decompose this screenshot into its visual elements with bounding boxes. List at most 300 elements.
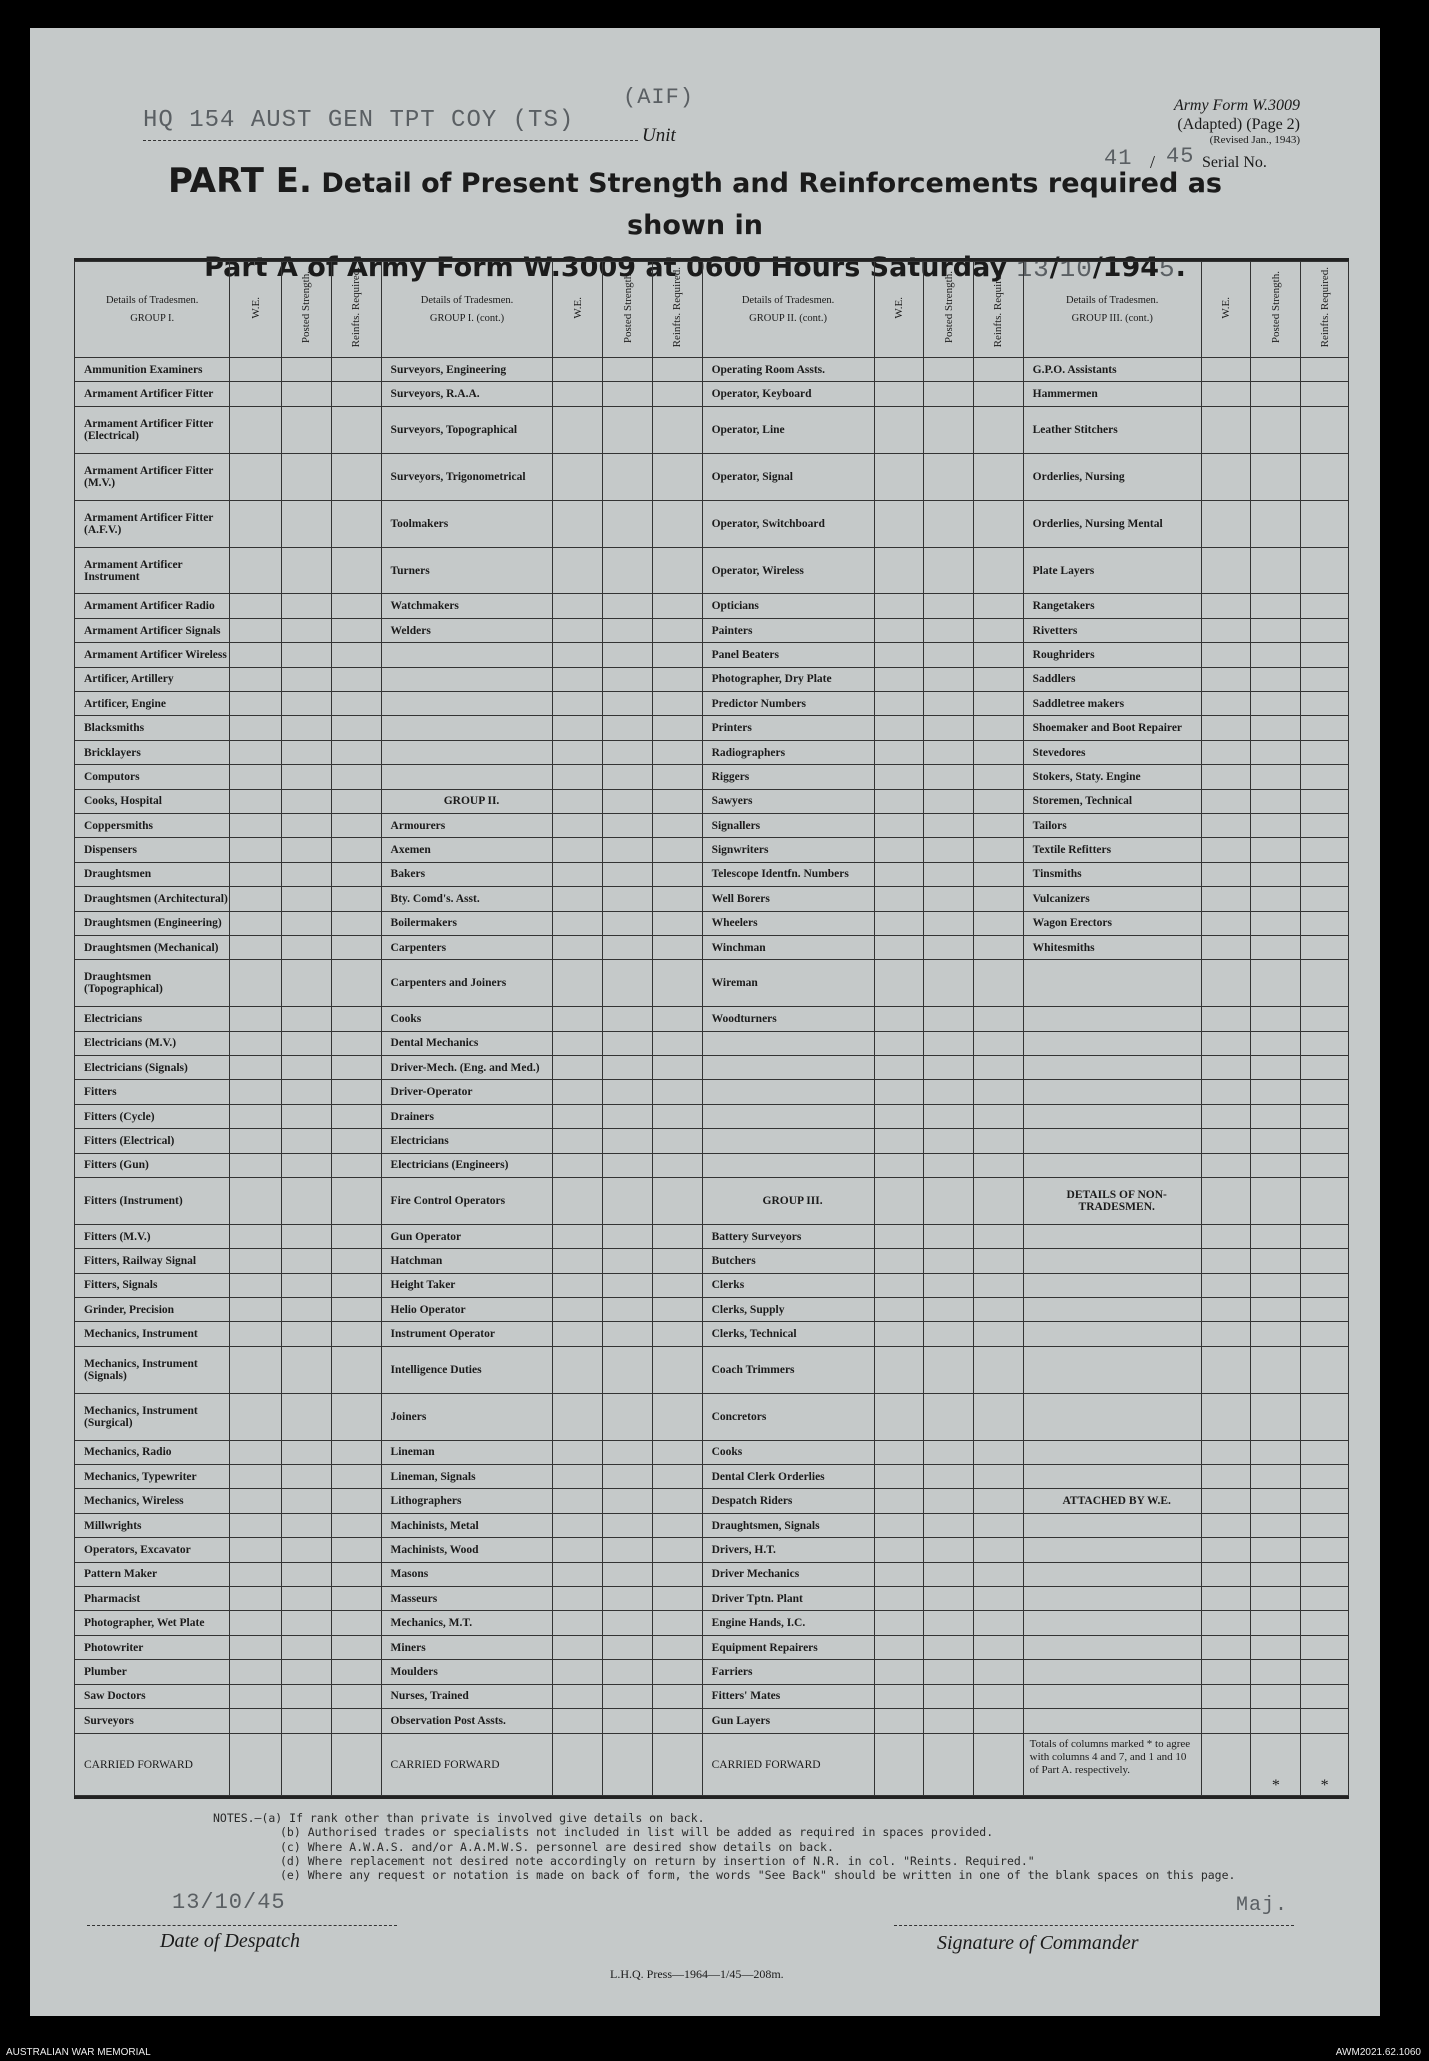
- entry-cell[interactable]: [1201, 1489, 1251, 1513]
- entry-cell[interactable]: [1301, 1129, 1349, 1153]
- entry-cell[interactable]: [1301, 1611, 1349, 1635]
- entry-cell[interactable]: [924, 1346, 974, 1393]
- entry-cell[interactable]: [230, 765, 282, 789]
- entry-cell[interactable]: [973, 1322, 1023, 1346]
- entry-cell[interactable]: [1301, 1465, 1349, 1489]
- entry-cell[interactable]: [230, 1611, 282, 1635]
- entry-cell[interactable]: [1201, 500, 1251, 547]
- entry-cell[interactable]: [1301, 1562, 1349, 1586]
- entry-cell[interactable]: [553, 453, 603, 500]
- entry-cell[interactable]: [924, 547, 974, 594]
- entry-cell[interactable]: [230, 618, 282, 642]
- entry-cell[interactable]: [1251, 1153, 1301, 1177]
- entry-cell[interactable]: [652, 1562, 702, 1586]
- entry-cell[interactable]: [973, 1249, 1023, 1273]
- entry-cell[interactable]: [331, 1611, 381, 1635]
- entry-cell[interactable]: [1201, 740, 1251, 764]
- entry-cell[interactable]: [924, 1465, 974, 1489]
- entry-cell[interactable]: [553, 935, 603, 959]
- entry-cell[interactable]: [553, 1635, 603, 1659]
- entry-cell[interactable]: [331, 911, 381, 935]
- entry-cell[interactable]: [282, 1104, 332, 1128]
- entry-cell[interactable]: [331, 789, 381, 813]
- entry-cell[interactable]: [230, 1346, 282, 1393]
- entry-cell[interactable]: [230, 1393, 282, 1440]
- entry-cell[interactable]: [1201, 643, 1251, 667]
- entry-cell[interactable]: [973, 1734, 1023, 1796]
- entry-cell[interactable]: [652, 1393, 702, 1440]
- entry-cell[interactable]: [603, 547, 653, 594]
- entry-cell[interactable]: [603, 358, 653, 382]
- entry-cell[interactable]: [973, 1587, 1023, 1611]
- entry-cell[interactable]: [230, 382, 282, 406]
- entry-cell[interactable]: [874, 1440, 924, 1464]
- entry-cell[interactable]: [973, 935, 1023, 959]
- entry-cell[interactable]: [1201, 765, 1251, 789]
- entry-cell[interactable]: [282, 358, 332, 382]
- entry-cell[interactable]: [1301, 1587, 1349, 1611]
- entry-cell[interactable]: [1201, 1080, 1251, 1104]
- entry-cell[interactable]: [331, 935, 381, 959]
- entry-cell[interactable]: [973, 1273, 1023, 1297]
- entry-cell[interactable]: [603, 1562, 653, 1586]
- entry-cell[interactable]: [603, 643, 653, 667]
- entry-cell[interactable]: [973, 547, 1023, 594]
- entry-cell[interactable]: [553, 667, 603, 691]
- entry-cell[interactable]: [553, 1465, 603, 1489]
- entry-cell[interactable]: [874, 692, 924, 716]
- entry-cell[interactable]: [603, 813, 653, 837]
- entry-cell[interactable]: [282, 1007, 332, 1031]
- entry-cell[interactable]: [652, 935, 702, 959]
- entry-cell[interactable]: [652, 1709, 702, 1734]
- entry-cell[interactable]: [230, 1635, 282, 1659]
- entry-cell[interactable]: [1251, 1660, 1301, 1684]
- entry-cell[interactable]: [1251, 500, 1301, 547]
- entry-cell[interactable]: [603, 1322, 653, 1346]
- entry-cell[interactable]: [331, 1734, 381, 1796]
- entry-cell[interactable]: [331, 500, 381, 547]
- entry-cell[interactable]: [1201, 667, 1251, 691]
- entry-cell[interactable]: [1201, 960, 1251, 1007]
- entry-cell[interactable]: [973, 1538, 1023, 1562]
- entry-cell[interactable]: [553, 813, 603, 837]
- entry-cell[interactable]: [1201, 618, 1251, 642]
- entry-cell[interactable]: [282, 960, 332, 1007]
- entry-cell[interactable]: [331, 813, 381, 837]
- entry-cell[interactable]: [1201, 1298, 1251, 1322]
- entry-cell[interactable]: [282, 1709, 332, 1734]
- entry-cell[interactable]: [973, 1056, 1023, 1080]
- entry-cell[interactable]: [603, 1104, 653, 1128]
- entry-cell[interactable]: [331, 716, 381, 740]
- entry-cell[interactable]: [1301, 1007, 1349, 1031]
- entry-cell[interactable]: [924, 789, 974, 813]
- entry-cell[interactable]: [652, 1465, 702, 1489]
- entry-cell[interactable]: [603, 500, 653, 547]
- entry-cell[interactable]: [652, 1489, 702, 1513]
- entry-cell[interactable]: [924, 358, 974, 382]
- entry-cell[interactable]: [603, 862, 653, 886]
- entry-cell[interactable]: [230, 716, 282, 740]
- entry-cell[interactable]: [1301, 1322, 1349, 1346]
- entry-cell[interactable]: [331, 740, 381, 764]
- entry-cell[interactable]: [1301, 1684, 1349, 1708]
- entry-cell[interactable]: [1251, 813, 1301, 837]
- entry-cell[interactable]: [973, 960, 1023, 1007]
- entry-cell[interactable]: [331, 887, 381, 911]
- entry-cell[interactable]: [1251, 716, 1301, 740]
- entry-cell[interactable]: [282, 1635, 332, 1659]
- entry-cell[interactable]: [924, 838, 974, 862]
- entry-cell[interactable]: [973, 358, 1023, 382]
- entry-cell[interactable]: [1251, 1056, 1301, 1080]
- entry-cell[interactable]: [874, 1562, 924, 1586]
- entry-cell[interactable]: [1201, 789, 1251, 813]
- entry-cell[interactable]: [282, 453, 332, 500]
- entry-cell[interactable]: [553, 740, 603, 764]
- entry-cell[interactable]: [652, 453, 702, 500]
- entry-cell[interactable]: [924, 1538, 974, 1562]
- entry-cell[interactable]: [652, 1177, 702, 1224]
- entry-cell[interactable]: [331, 1104, 381, 1128]
- entry-cell[interactable]: [1301, 1346, 1349, 1393]
- entry-cell[interactable]: [924, 1393, 974, 1440]
- entry-cell[interactable]: [874, 1322, 924, 1346]
- entry-cell[interactable]: [652, 547, 702, 594]
- entry-cell[interactable]: [282, 1562, 332, 1586]
- entry-cell[interactable]: [230, 667, 282, 691]
- entry-cell[interactable]: [553, 1080, 603, 1104]
- entry-cell[interactable]: [1251, 547, 1301, 594]
- entry-cell[interactable]: [652, 1513, 702, 1537]
- entry-cell[interactable]: [652, 1056, 702, 1080]
- entry-cell[interactable]: [924, 1273, 974, 1297]
- entry-cell[interactable]: [603, 960, 653, 1007]
- entry-cell[interactable]: [1201, 1440, 1251, 1464]
- entry-cell[interactable]: [1201, 1513, 1251, 1537]
- entry-cell[interactable]: [230, 643, 282, 667]
- entry-cell[interactable]: [874, 1273, 924, 1297]
- entry-cell[interactable]: [874, 838, 924, 862]
- entry-cell[interactable]: [1201, 1393, 1251, 1440]
- entry-cell[interactable]: [924, 716, 974, 740]
- entry-cell[interactable]: [331, 1587, 381, 1611]
- entry-cell[interactable]: [924, 382, 974, 406]
- entry-cell[interactable]: [1201, 1007, 1251, 1031]
- entry-cell[interactable]: [603, 1587, 653, 1611]
- entry-cell[interactable]: [874, 1611, 924, 1635]
- entry-cell[interactable]: [230, 935, 282, 959]
- entry-cell[interactable]: [973, 813, 1023, 837]
- entry-cell[interactable]: [553, 1562, 603, 1586]
- entry-cell[interactable]: [874, 1709, 924, 1734]
- entry-cell[interactable]: [652, 789, 702, 813]
- entry-cell[interactable]: [652, 765, 702, 789]
- entry-cell[interactable]: [1251, 1129, 1301, 1153]
- entry-cell[interactable]: [603, 1056, 653, 1080]
- entry-cell[interactable]: [1301, 1513, 1349, 1537]
- entry-cell[interactable]: [924, 887, 974, 911]
- entry-cell[interactable]: [553, 618, 603, 642]
- entry-cell[interactable]: [1301, 1177, 1349, 1224]
- entry-cell[interactable]: [603, 667, 653, 691]
- entry-cell[interactable]: [874, 406, 924, 453]
- entry-cell[interactable]: [924, 765, 974, 789]
- entry-cell[interactable]: [652, 1440, 702, 1464]
- entry-cell[interactable]: [603, 1153, 653, 1177]
- entry-cell[interactable]: [282, 838, 332, 862]
- entry-cell[interactable]: [1201, 813, 1251, 837]
- entry-cell[interactable]: [924, 692, 974, 716]
- entry-cell[interactable]: [331, 1056, 381, 1080]
- entry-cell[interactable]: [874, 1393, 924, 1440]
- entry-cell[interactable]: [1301, 960, 1349, 1007]
- entry-cell[interactable]: [1301, 813, 1349, 837]
- entry-cell[interactable]: [1201, 1056, 1251, 1080]
- entry-cell[interactable]: [652, 1153, 702, 1177]
- entry-cell[interactable]: [230, 1660, 282, 1684]
- entry-cell[interactable]: [652, 1298, 702, 1322]
- entry-cell[interactable]: [282, 1273, 332, 1297]
- entry-cell[interactable]: [230, 1465, 282, 1489]
- entry-cell[interactable]: [331, 1080, 381, 1104]
- entry-cell[interactable]: [874, 1056, 924, 1080]
- entry-cell[interactable]: [973, 1709, 1023, 1734]
- entry-cell[interactable]: [331, 1465, 381, 1489]
- entry-cell[interactable]: [652, 1273, 702, 1297]
- entry-cell[interactable]: [603, 1660, 653, 1684]
- entry-cell[interactable]: [331, 765, 381, 789]
- entry-cell[interactable]: [1301, 765, 1349, 789]
- entry-cell[interactable]: [603, 382, 653, 406]
- entry-cell[interactable]: [1251, 692, 1301, 716]
- entry-cell[interactable]: [230, 1684, 282, 1708]
- entry-cell[interactable]: [973, 500, 1023, 547]
- entry-cell[interactable]: [874, 1129, 924, 1153]
- entry-cell[interactable]: [1251, 1465, 1301, 1489]
- entry-cell[interactable]: [973, 911, 1023, 935]
- entry-cell[interactable]: [973, 1635, 1023, 1659]
- entry-cell[interactable]: [230, 1538, 282, 1562]
- entry-cell[interactable]: [331, 1489, 381, 1513]
- entry-cell[interactable]: [553, 1440, 603, 1464]
- entry-cell[interactable]: [603, 1684, 653, 1708]
- entry-cell[interactable]: [652, 1031, 702, 1055]
- entry-cell[interactable]: [1251, 1709, 1301, 1734]
- entry-cell[interactable]: [1251, 740, 1301, 764]
- entry-cell[interactable]: [282, 1513, 332, 1537]
- entry-cell[interactable]: [230, 960, 282, 1007]
- entry-cell[interactable]: [331, 1031, 381, 1055]
- entry-cell[interactable]: [874, 1587, 924, 1611]
- entry-cell[interactable]: [874, 789, 924, 813]
- entry-cell[interactable]: [973, 1489, 1023, 1513]
- entry-cell[interactable]: [1201, 382, 1251, 406]
- entry-cell[interactable]: [1301, 406, 1349, 453]
- entry-cell[interactable]: [553, 1734, 603, 1796]
- entry-cell[interactable]: [652, 1635, 702, 1659]
- entry-cell[interactable]: [603, 1440, 653, 1464]
- entry-cell[interactable]: [282, 692, 332, 716]
- entry-cell[interactable]: [1301, 789, 1349, 813]
- entry-cell[interactable]: [924, 1104, 974, 1128]
- entry-cell[interactable]: [924, 1684, 974, 1708]
- entry-cell[interactable]: [1251, 1393, 1301, 1440]
- entry-cell[interactable]: [973, 1465, 1023, 1489]
- entry-cell[interactable]: [282, 1587, 332, 1611]
- entry-cell[interactable]: [331, 1635, 381, 1659]
- entry-cell[interactable]: [874, 1153, 924, 1177]
- entry-cell[interactable]: [973, 716, 1023, 740]
- entry-cell[interactable]: [652, 1611, 702, 1635]
- entry-cell[interactable]: [553, 1031, 603, 1055]
- entry-cell[interactable]: [331, 838, 381, 862]
- entry-cell[interactable]: [1201, 1562, 1251, 1586]
- entry-cell[interactable]: [1201, 1346, 1251, 1393]
- entry-cell[interactable]: [553, 406, 603, 453]
- entry-cell[interactable]: [553, 1104, 603, 1128]
- entry-cell[interactable]: [1251, 1513, 1301, 1537]
- entry-cell[interactable]: [282, 1465, 332, 1489]
- entry-cell[interactable]: [1301, 358, 1349, 382]
- entry-cell[interactable]: [1301, 643, 1349, 667]
- entry-cell[interactable]: [874, 1660, 924, 1684]
- entry-cell[interactable]: [553, 382, 603, 406]
- entry-cell[interactable]: [331, 1346, 381, 1393]
- entry-cell[interactable]: [652, 1734, 702, 1796]
- entry-cell[interactable]: [973, 789, 1023, 813]
- entry-cell[interactable]: [874, 1104, 924, 1128]
- entry-cell[interactable]: [1201, 1611, 1251, 1635]
- entry-cell[interactable]: [1251, 618, 1301, 642]
- entry-cell[interactable]: [924, 935, 974, 959]
- entry-cell[interactable]: [553, 1007, 603, 1031]
- entry-cell[interactable]: [652, 862, 702, 886]
- entry-cell[interactable]: [1251, 765, 1301, 789]
- entry-cell[interactable]: [973, 1007, 1023, 1031]
- entry-cell[interactable]: [230, 1273, 282, 1297]
- entry-cell[interactable]: [924, 500, 974, 547]
- entry-cell[interactable]: [973, 1393, 1023, 1440]
- entry-cell[interactable]: [553, 1177, 603, 1224]
- entry-cell[interactable]: [973, 740, 1023, 764]
- entry-cell[interactable]: [1251, 667, 1301, 691]
- entry-cell[interactable]: [1251, 838, 1301, 862]
- entry-cell[interactable]: [282, 1224, 332, 1248]
- entry-cell[interactable]: [1201, 594, 1251, 618]
- entry-cell[interactable]: [1251, 643, 1301, 667]
- entry-cell[interactable]: [553, 1298, 603, 1322]
- entry-cell[interactable]: [924, 643, 974, 667]
- entry-cell[interactable]: [282, 667, 332, 691]
- entry-cell[interactable]: [1301, 667, 1349, 691]
- entry-cell[interactable]: [1201, 1322, 1251, 1346]
- entry-cell[interactable]: [603, 1465, 653, 1489]
- entry-cell[interactable]: [1201, 862, 1251, 886]
- entry-cell[interactable]: [331, 1129, 381, 1153]
- entry-cell[interactable]: [553, 1489, 603, 1513]
- entry-cell[interactable]: [652, 1129, 702, 1153]
- entry-cell[interactable]: [973, 1129, 1023, 1153]
- entry-cell[interactable]: [1301, 862, 1349, 886]
- entry-cell[interactable]: [603, 1273, 653, 1297]
- entry-cell[interactable]: [1201, 911, 1251, 935]
- entry-cell[interactable]: [282, 1080, 332, 1104]
- entry-cell[interactable]: [652, 692, 702, 716]
- entry-cell[interactable]: [874, 643, 924, 667]
- entry-cell[interactable]: [1201, 1031, 1251, 1055]
- entry-cell[interactable]: [230, 1322, 282, 1346]
- entry-cell[interactable]: [282, 1611, 332, 1635]
- entry-cell[interactable]: [331, 1322, 381, 1346]
- entry-cell[interactable]: [924, 1587, 974, 1611]
- entry-cell[interactable]: [1251, 1249, 1301, 1273]
- entry-cell[interactable]: [973, 765, 1023, 789]
- entry-cell[interactable]: [230, 1587, 282, 1611]
- entry-cell[interactable]: [603, 887, 653, 911]
- entry-cell[interactable]: [230, 740, 282, 764]
- entry-cell[interactable]: [652, 500, 702, 547]
- entry-cell[interactable]: [924, 1153, 974, 1177]
- entry-cell[interactable]: [924, 862, 974, 886]
- entry-cell[interactable]: [1251, 1635, 1301, 1659]
- entry-cell[interactable]: [1251, 789, 1301, 813]
- entry-cell[interactable]: [1201, 716, 1251, 740]
- entry-cell[interactable]: [1251, 911, 1301, 935]
- entry-cell[interactable]: [1301, 1660, 1349, 1684]
- entry-cell[interactable]: [553, 1684, 603, 1708]
- entry-cell[interactable]: [230, 1249, 282, 1273]
- entry-cell[interactable]: [924, 911, 974, 935]
- entry-cell[interactable]: [282, 765, 332, 789]
- entry-cell[interactable]: [331, 643, 381, 667]
- entry-cell[interactable]: [282, 643, 332, 667]
- entry-cell[interactable]: [1201, 1709, 1251, 1734]
- entry-cell[interactable]: [874, 911, 924, 935]
- entry-cell[interactable]: [282, 1440, 332, 1464]
- entry-cell[interactable]: [652, 358, 702, 382]
- entry-cell[interactable]: [1201, 935, 1251, 959]
- entry-cell[interactable]: [924, 1177, 974, 1224]
- entry-cell[interactable]: [553, 358, 603, 382]
- entry-cell[interactable]: [603, 1224, 653, 1248]
- entry-cell[interactable]: [973, 382, 1023, 406]
- entry-cell[interactable]: [282, 911, 332, 935]
- entry-cell[interactable]: [874, 1734, 924, 1796]
- entry-cell[interactable]: [1301, 500, 1349, 547]
- entry-cell[interactable]: [553, 1322, 603, 1346]
- entry-cell[interactable]: [603, 692, 653, 716]
- entry-cell[interactable]: [973, 1660, 1023, 1684]
- entry-cell[interactable]: [652, 911, 702, 935]
- entry-cell[interactable]: [1251, 887, 1301, 911]
- entry-cell[interactable]: [282, 935, 332, 959]
- entry-cell[interactable]: [603, 1538, 653, 1562]
- entry-cell[interactable]: [874, 500, 924, 547]
- entry-cell[interactable]: [924, 1635, 974, 1659]
- entry-cell[interactable]: [1251, 1346, 1301, 1393]
- entry-cell[interactable]: [553, 1611, 603, 1635]
- entry-cell[interactable]: [652, 838, 702, 862]
- entry-cell[interactable]: [331, 1660, 381, 1684]
- entry-cell[interactable]: [603, 1734, 653, 1796]
- entry-cell[interactable]: [1301, 1104, 1349, 1128]
- entry-cell[interactable]: [652, 1224, 702, 1248]
- entry-cell[interactable]: [1251, 935, 1301, 959]
- entry-cell[interactable]: [603, 594, 653, 618]
- entry-cell[interactable]: [874, 1538, 924, 1562]
